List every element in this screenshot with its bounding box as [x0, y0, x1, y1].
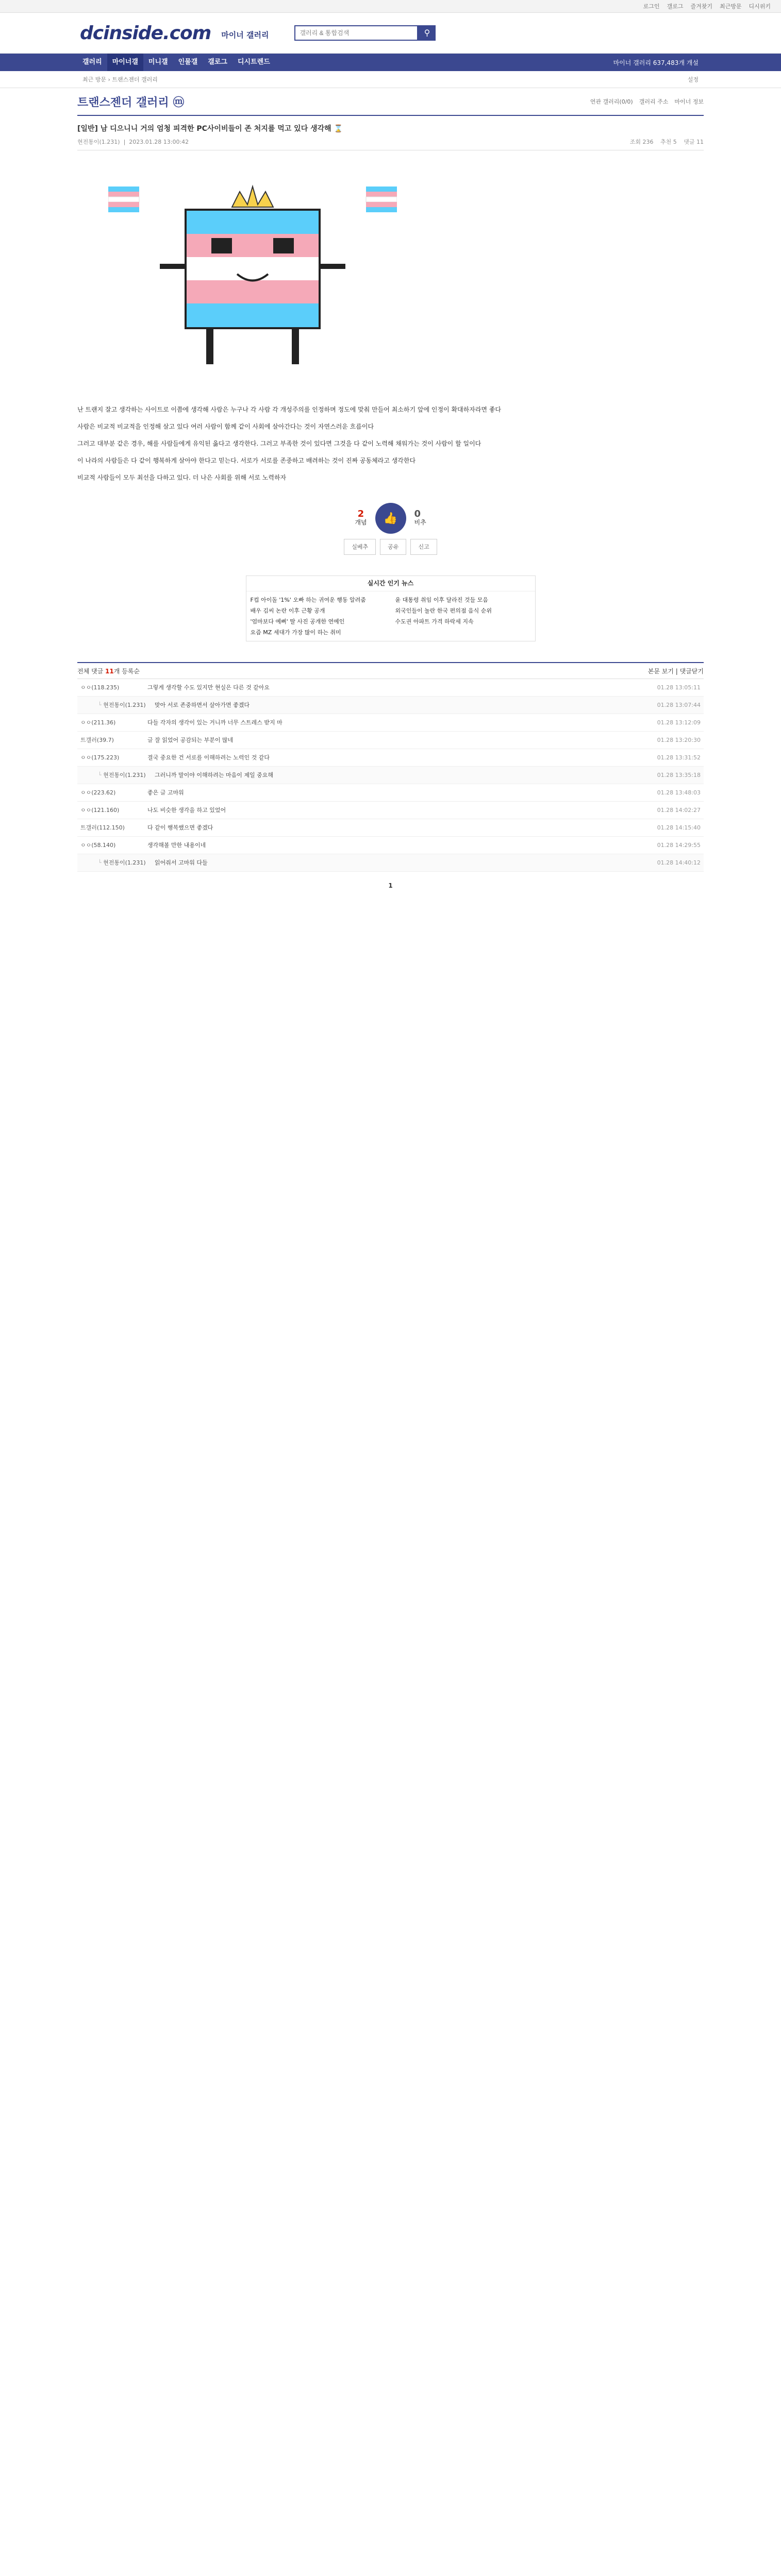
nav-mini-gallery[interactable]: 미니갤 [148, 58, 168, 66]
settings-link[interactable]: 설정 [687, 76, 699, 83]
comment-nick[interactable]: ㅇㅇ(175.223) [80, 754, 120, 761]
comment-header: 전체 댓글 11개 등록순 본문 보기 | 댓글닫기 [77, 662, 704, 679]
comment-row [77, 732, 704, 749]
post-comment-count[interactable]: 댓글 11 [684, 139, 704, 145]
post-date: 2023.01.28 13:00:42 [129, 139, 189, 145]
best-recommend-button[interactable]: 실베추 [344, 539, 376, 555]
thumbs-up-icon: 👍 [383, 512, 398, 525]
comment-nick[interactable]: ㅇㅇ(211.36) [80, 719, 116, 726]
comment-nick[interactable]: ㅇㅇ(58.140) [80, 842, 116, 849]
comment-date: 01.28 14:29:55 [657, 842, 701, 849]
comment-row [77, 837, 704, 854]
comment-nick[interactable]: ㅇㅇ(118.235) [80, 684, 120, 691]
recent-link[interactable]: 최근방문 [719, 3, 742, 10]
comment-text: 맞아 서로 존중하면서 살아가면 좋겠다 [155, 702, 250, 708]
nav-person-gallery[interactable]: 인물갤 [178, 58, 198, 66]
main-nav [0, 54, 781, 71]
body-paragraph: 그러고 대부분 같은 경우, 해를 사람들에게 유익된 옳다고 생각한다. 그러고 부족한 것이 있다면 그것을 다 같이 노력해 채워가는 것이 사람이 할 일이다 [77, 440, 481, 447]
comment-nick[interactable]: └ 현전통이(1.231) [77, 701, 155, 709]
comment-text: 생각해볼 만한 내용이네 [147, 842, 206, 849]
comment-sort[interactable]: 등록순 [122, 667, 140, 675]
comment-reply-row [77, 697, 704, 714]
body-paragraph: 이 나라의 사람들은 다 같이 행복하게 살아야 한다고 믿는다. 서로가 서로를 존중하고 배려하는 것이 진짜 공동체라고 생각한다 [77, 457, 416, 464]
news-item[interactable]: 배우 김씨 논란 이후 근황 공개 [250, 607, 325, 614]
comment-text: 글 잘 읽었어 공감되는 부분이 많네 [147, 737, 234, 743]
upvote-button[interactable] [375, 503, 406, 534]
comment-date: 01.28 13:31:52 [657, 754, 701, 761]
news-item[interactable]: F컵 아이돌 '1%' 오빠 하는 귀여운 행동 알려줌 [250, 597, 366, 603]
comment-nick[interactable]: └ 현전통이(1.231) [77, 859, 155, 867]
comment-date: 01.28 14:40:12 [657, 859, 701, 866]
body-paragraph: 비교적 사람들이 모두 최선을 다하고 있다. 더 나은 사회를 위해 서로 노력하자 [77, 474, 287, 481]
right-flag [366, 187, 397, 212]
body-paragraph: 사람은 비교적 비교적을 인정해 살고 있다 여러 사람이 함께 같이 사회에 살아간다는 것이 자연스러운 흐름이다 [77, 423, 374, 430]
top-utility-bar [0, 0, 781, 13]
comment-reply-row [77, 767, 704, 784]
comment-date: 01.28 13:12:09 [657, 719, 701, 726]
search-box [294, 25, 436, 41]
gallery-count: 마이너 갤러리 637,483개 개설 [613, 59, 699, 66]
comment-pager [77, 872, 704, 900]
comment-date: 01.28 13:48:03 [657, 789, 701, 796]
post-recommend: 추천 5 [660, 139, 677, 145]
search-button[interactable] [418, 25, 436, 41]
post-body [77, 150, 704, 641]
news-item[interactable]: 윤 대통령 취임 이후 달라진 것들 모음 [395, 597, 488, 603]
share-button[interactable]: 공유 [380, 539, 406, 555]
fold-comments-link[interactable]: 댓글닫기 [679, 667, 704, 675]
comment-list [77, 679, 704, 872]
comment-row [77, 749, 704, 767]
search-input[interactable] [294, 25, 418, 41]
breadcrumb-bar [0, 71, 781, 88]
nav-gallog[interactable]: 갤로그 [208, 58, 227, 66]
news-item[interactable]: 외국인들이 놀란 한국 편의점 음식 순위 [395, 607, 492, 614]
comment-text: 그렇게 생각할 수도 있지만 현실은 다른 것 같아요 [147, 684, 270, 691]
comment-date: 01.28 14:15:40 [657, 824, 701, 831]
wiki-link[interactable]: 디시위키 [749, 3, 771, 10]
nav-gallery[interactable]: 갤러리 [82, 58, 102, 66]
post-actions [77, 539, 704, 555]
comment-row [77, 714, 704, 732]
comment-header-suffix: 개 [113, 667, 120, 675]
view-body-link[interactable]: 본문 보기 [647, 667, 674, 675]
comment-date: 01.28 13:07:44 [657, 702, 701, 708]
upvote-count: 2 [357, 509, 364, 519]
news-item[interactable]: 수도권 아파트 가격 하락세 지속 [395, 618, 474, 625]
comment-nick[interactable]: ㅇㅇ(121.160) [80, 807, 120, 814]
comment-nick[interactable]: ㅇㅇ(223.62) [80, 789, 116, 796]
news-title: 실시간 인기 뉴스 [246, 576, 535, 591]
comment-text: 다들 각자의 생각이 있는 거니까 너무 스트레스 받지 마 [147, 719, 283, 726]
body-paragraph: 난 트랜지 잘고 생각하는 사이트로 이쯤에 생각해 사람은 누구나 각 사람 각 개성주의를 인정하며 정도에 맞춰 만들어 최소하기 앞에 인정이 확대하자라면 좋다 [77, 406, 501, 413]
login-link[interactable]: 로그인 [643, 3, 660, 10]
gallery-title-bar [77, 88, 704, 116]
related-gallery-link[interactable]: 연관 갤러리(0/0) [590, 98, 633, 105]
content-wrap [77, 88, 704, 900]
news-item[interactable]: '엄마보다 예뻐' 딸 사진 공개한 연예인 [250, 618, 345, 625]
comment-text: 좋은 글 고마워 [147, 789, 184, 796]
gallery-title[interactable]: 트랜스젠더 갤러리 ⓜ [77, 96, 185, 109]
comment-text: 다 같이 행복했으면 좋겠다 [147, 824, 213, 831]
search-icon: ⚲ [424, 29, 430, 38]
gallery-url-link[interactable]: 갤러리 주소 [639, 98, 669, 105]
site-header [0, 13, 781, 54]
downvote-label: 비추 [414, 519, 426, 526]
gallog-link[interactable]: 갤로그 [667, 3, 684, 10]
comment-row [77, 784, 704, 802]
post-title: [일반] 남 디으니니 거의 엄청 피격한 PC사이비들이 존 처지를 먹고 있다 생각해 ⌛ [77, 125, 343, 133]
post-header: [일반] 남 디으니니 거의 엄청 피격한 PC사이비들이 존 처지를 먹고 있다 생각해 ⌛ 현전통이(1.231) | 2023.01.28 13:00:42 조회 236 추천 5 댓글 11 [77, 116, 704, 150]
comment-date: 01.28 13:05:11 [657, 684, 701, 691]
upvote-label: 개념 [355, 519, 367, 526]
comment-header-count: 11 [105, 667, 114, 675]
post-views: 조회 236 [629, 139, 654, 145]
nav-minor-gallery[interactable]: 마이너갤 [107, 54, 143, 71]
report-button[interactable]: 신고 [410, 539, 437, 555]
comment-date: 01.28 13:35:18 [657, 772, 701, 778]
breadcrumb[interactable]: 최근 방문 › 트랜스젠더 갤러리 [82, 76, 158, 83]
comment-header-label: 전체 댓글 [77, 667, 104, 675]
site-sublogo: 마이너 갤러리 [221, 30, 269, 40]
comment-nick[interactable]: 트갤러(39.7) [80, 737, 114, 743]
comment-nick[interactable]: └ 현전통이(1.231) [77, 771, 155, 779]
trans-flag-crown-image [108, 171, 397, 387]
comment-text: 결국 중요한 건 서로를 이해하려는 노력인 것 같다 [147, 754, 270, 761]
comment-reply-row [77, 854, 704, 872]
comment-text: 그러니까 말이야 이해하려는 마음이 제일 중요해 [155, 772, 274, 778]
vote-box [77, 503, 704, 534]
favorites-link[interactable]: 즐겨찾기 [690, 3, 712, 10]
downvote-count: 0 [414, 509, 421, 519]
post-author[interactable]: 현전통이(1.231) [77, 139, 120, 145]
left-flag [108, 187, 139, 212]
comment-date: 01.28 14:02:27 [657, 807, 701, 814]
comment-date: 01.28 13:20:30 [657, 737, 701, 743]
current-page[interactable]: 1 [388, 882, 393, 889]
comment-row [77, 819, 704, 837]
news-item[interactable]: 요즘 MZ 세대가 가장 많이 하는 취미 [250, 629, 341, 636]
comment-text: 읽어줘서 고마워 다들 [155, 859, 208, 866]
comment-text: 나도 비슷한 생각을 하고 있었어 [147, 807, 226, 814]
live-news-box [246, 575, 536, 641]
comment-nick[interactable]: 트갤러(112.150) [80, 824, 125, 831]
minor-info-link[interactable]: 마이너 정보 [674, 98, 704, 105]
nav-trend[interactable]: 디시트렌드 [237, 58, 270, 66]
comment-row [77, 679, 704, 697]
site-logo[interactable]: dcinside.com [80, 22, 211, 44]
comment-row [77, 802, 704, 819]
